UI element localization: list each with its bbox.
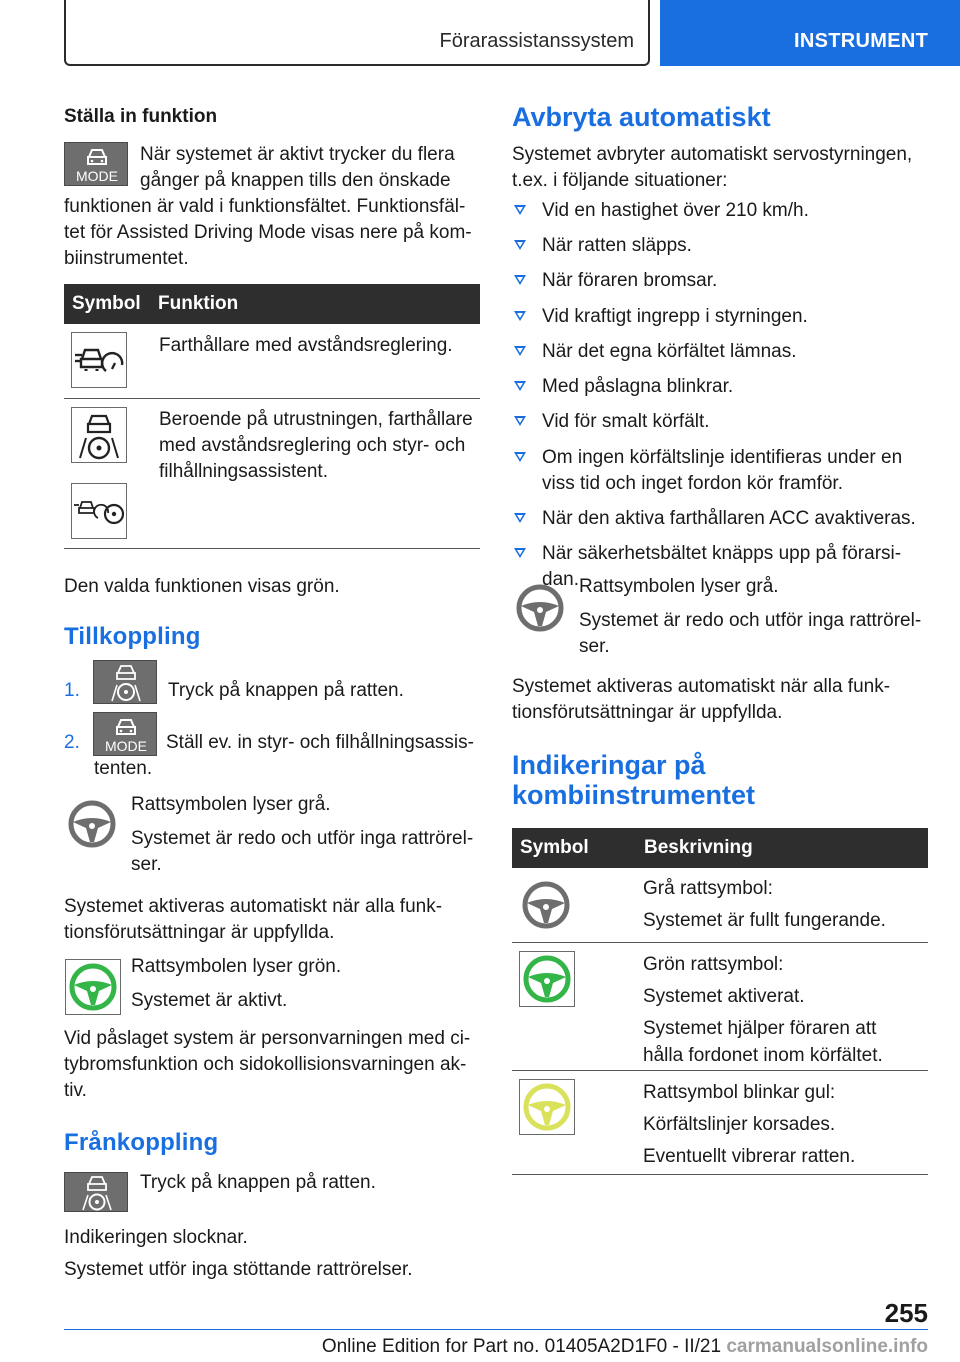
cruise-distance-icon xyxy=(71,332,127,388)
steering-assist-button-icon-2 xyxy=(64,1172,128,1212)
table-row-divider xyxy=(64,398,480,399)
gray-steering-wheel-icon-2 xyxy=(512,580,568,636)
indicator-row-2-text: Grön rattsymbol: xyxy=(643,954,784,975)
deactivation-heading: Frånkoppling xyxy=(64,1129,219,1156)
gray-steering-wheel-icon xyxy=(64,796,120,852)
cancel-heading: Avbryta automatiskt xyxy=(512,102,771,132)
indicator-table-header: Symbol Beskrivning xyxy=(512,828,928,868)
triangle-bullet-icon xyxy=(514,452,526,462)
indicators-heading: Indikeringar på xyxy=(512,750,706,780)
function-table-header: Symbol Funktion xyxy=(64,284,480,324)
triangle-bullet-icon xyxy=(514,513,526,523)
header-section-tab xyxy=(64,0,650,66)
triangle-bullet-icon xyxy=(514,548,526,558)
auto-activation-text: Systemet aktiveras automatiskt när alla funk- xyxy=(64,896,443,917)
list-item: Vid för smalt körfält. xyxy=(512,409,928,435)
selected-function-text: Den valda funktionen visas grön. xyxy=(64,576,340,597)
table-bottom-divider xyxy=(64,548,480,549)
function-row-1-text: Farthållare med avståndsreglering. xyxy=(159,335,453,356)
gray-wheel-text: Rattsymbolen lyser grå. xyxy=(131,794,331,815)
gray-wheel-text-2: Rattsymbolen lyser grå. xyxy=(579,576,779,597)
footer-divider xyxy=(64,1329,928,1330)
step-1: 1. Tryck på knappen på ratten. xyxy=(64,680,404,701)
svg-text:MODE: MODE xyxy=(105,738,147,754)
steering-assist-button-icon xyxy=(93,660,157,704)
green-steering-wheel-icon xyxy=(65,959,121,1015)
step-2: 2. Ställ ev. in styr- och filhållningsassis- tenten. xyxy=(64,732,474,780)
list-item: När ratten släpps. xyxy=(512,233,928,259)
triangle-bullet-icon xyxy=(514,346,526,356)
list-item: När den aktiva farthållaren ACC avaktiveras. xyxy=(512,506,928,532)
list-item: När säkerhetsbältet knäpps upp på förarsi- dan. xyxy=(512,541,928,593)
triangle-bullet-icon xyxy=(514,205,526,215)
footer-edition: Online Edition for Part no. 01405A2D1F0 - II/21 carmanualsonline.info xyxy=(321,1336,928,1357)
header-chapter-tab xyxy=(660,0,960,66)
header-section-title: Förarassistanssystem xyxy=(439,30,634,52)
gray-steering-wheel-icon-3 xyxy=(518,877,574,933)
mode-button-icon xyxy=(64,142,128,186)
header-chapter-title: INSTRUMENT xyxy=(794,30,929,52)
svg-text:MODE: MODE xyxy=(76,168,118,184)
list-item: När föraren bromsar. xyxy=(512,268,928,294)
triangle-bullet-icon xyxy=(514,311,526,321)
page-number: 255 xyxy=(884,1298,928,1328)
table-row-divider xyxy=(512,1070,928,1071)
indicator-row-3-text: Rattsymbol blinkar gul: xyxy=(643,1082,836,1103)
table-bottom-divider xyxy=(512,1174,928,1175)
steering-assist-icon xyxy=(71,407,127,463)
triangle-bullet-icon xyxy=(514,240,526,250)
triangle-bullet-icon xyxy=(514,381,526,391)
cruise-steering-icon xyxy=(71,483,127,539)
list-item: Vid kraftigt ingrepp i styrningen. xyxy=(512,304,928,330)
green-steering-wheel-icon-2 xyxy=(519,951,575,1007)
list-item: Med påslagna blinkrar. xyxy=(512,374,928,400)
auto-activation-text-2: Systemet aktiveras automatiskt när alla funk- xyxy=(512,676,891,697)
triangle-bullet-icon xyxy=(514,275,526,285)
list-item: När det egna körfältet lämnas. xyxy=(512,339,928,365)
list-item: Vid en hastighet över 210 km/h. xyxy=(512,198,928,224)
indicator-row-1-text: Grå rattsymbol: xyxy=(643,878,773,899)
indicator-table xyxy=(512,828,928,868)
setting-heading: Ställa in funktion xyxy=(64,106,218,127)
watermark: carmanualsonline.info xyxy=(726,1336,928,1357)
yellow-steering-wheel-icon xyxy=(519,1079,575,1135)
triangle-bullet-icon xyxy=(514,416,526,426)
function-table xyxy=(64,284,480,324)
setting-text: När systemet är aktivt trycker du flera xyxy=(140,144,455,165)
activation-heading: Tillkoppling xyxy=(64,623,201,650)
list-item: Om ingen körfältslinje identifieras under en viss tid och inget fordon kör framför. xyxy=(512,445,928,497)
cancel-bullet-list xyxy=(512,198,928,603)
warning-text: Vid påslaget system är personvarningen med ci- xyxy=(64,1028,471,1049)
table-row-divider xyxy=(512,942,928,943)
function-row-2-text: Beroende på utrustningen, farthållare xyxy=(159,409,473,430)
deactivation-text: Tryck på knappen på ratten. xyxy=(140,1172,376,1193)
cancel-intro: Systemet avbryter automatiskt servostyrningen, xyxy=(512,144,913,165)
green-wheel-text: Rattsymbolen lyser grön. xyxy=(131,956,342,977)
indicator-off-text: Indikeringen slocknar. xyxy=(64,1227,248,1248)
setting-section xyxy=(64,104,480,130)
